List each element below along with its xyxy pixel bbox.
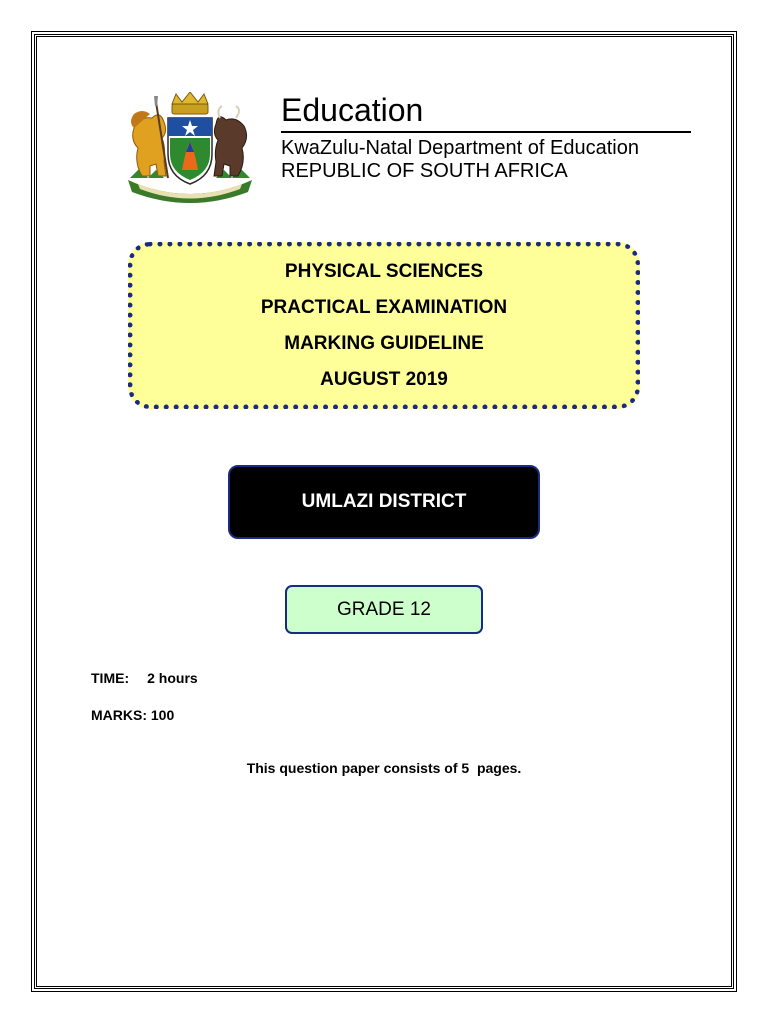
page-count-note: This question paper consists of 5 pages. xyxy=(246,760,522,776)
district-label: UMLAZI DISTRICT xyxy=(301,491,467,512)
header-text-block xyxy=(281,91,691,183)
title-line-subject: PHYSICAL SCIENCES xyxy=(284,260,484,282)
exam-title-box xyxy=(128,242,640,409)
marks-label: MARKS: xyxy=(91,707,147,723)
marks-value: 100 xyxy=(150,707,175,723)
time-value: 2 hours xyxy=(147,670,198,686)
header-country: REPUBLIC OF SOUTH AFRICA xyxy=(281,160,568,182)
grade-label: GRADE 12 xyxy=(337,598,431,620)
title-line-document-type: MARKING GUIDELINE xyxy=(284,332,484,354)
header-rule xyxy=(281,131,691,133)
kzn-coat-of-arms-icon xyxy=(120,92,260,210)
header-department: KwaZulu-Natal Department of Education xyxy=(281,137,639,159)
district-box xyxy=(228,465,540,539)
time-label: TIME: xyxy=(91,670,130,686)
time-line xyxy=(91,670,198,686)
header-title: Education xyxy=(281,92,424,128)
title-line-date: AUGUST 2019 xyxy=(320,368,448,390)
grade-box xyxy=(285,585,483,634)
title-line-exam-type: PRACTICAL EXAMINATION xyxy=(260,296,508,318)
marks-line xyxy=(91,707,174,723)
